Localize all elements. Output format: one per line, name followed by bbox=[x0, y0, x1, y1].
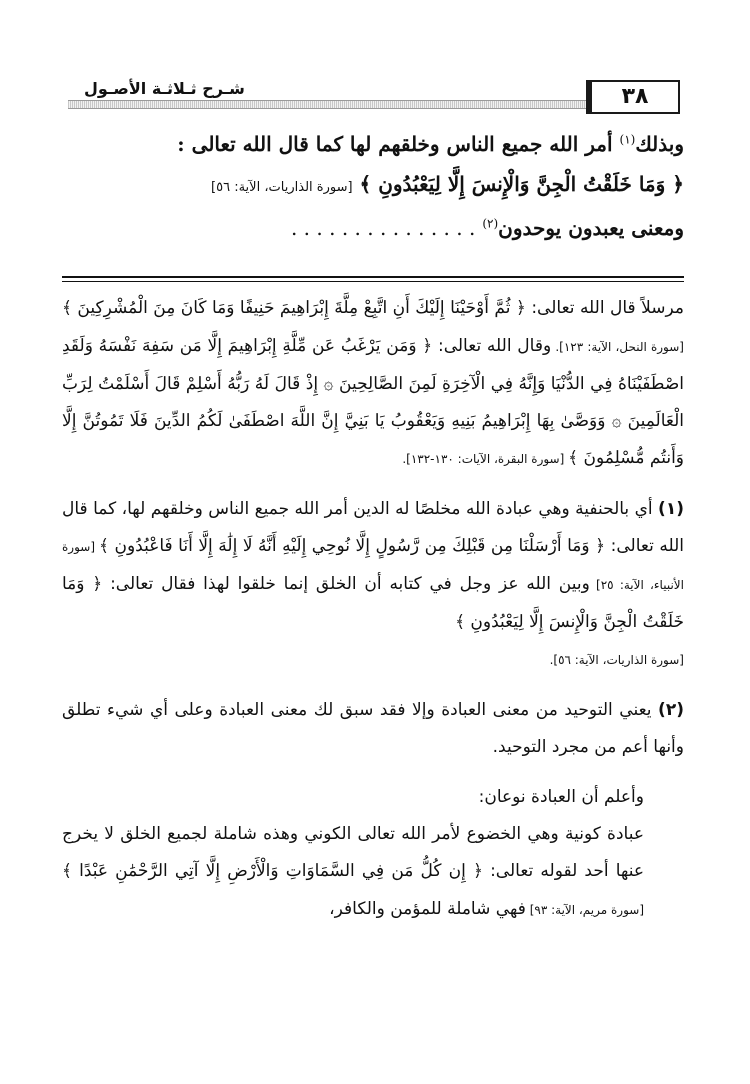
main-line-2 bbox=[62, 164, 684, 208]
main-line-1 bbox=[62, 124, 684, 164]
note-text: وبين الله عز وجل في كتابه أن الخلق إنما خلقوا لهذا فقال تعالى: bbox=[102, 574, 590, 594]
page-header bbox=[68, 78, 680, 112]
quran-verse: ﴿ وَمَا أَرْسَلْنَا مِن قَبْلِكَ مِن رَّسُولٍ إِلَّا نُوحِي إِلَيْهِ أَنَّهُ لَا إِلَٰهَ إِلَّا أَنَا فَاعْبُدُونِ ﴾ bbox=[98, 536, 606, 556]
note-paragraph bbox=[62, 816, 684, 929]
note-text: عبادة كونية وهي الخضوع لأمر الله تعالى الكوني وهذه شاملة لجميع الخلق لا يخرج عنها أحد لقوله تعالى: bbox=[62, 824, 644, 881]
footnote-number: (٢) bbox=[658, 700, 684, 720]
note-text: مرسلاً قال الله تعالى: bbox=[525, 298, 684, 318]
footnote-marker-2: (٢) bbox=[482, 216, 499, 231]
note-continued bbox=[62, 290, 684, 478]
book-title: شـرح ثـلاثـة الأصـول bbox=[74, 78, 255, 100]
verse-reference: [سورة الذاريات، الآية: ٥٦] bbox=[211, 180, 353, 195]
note-paragraph: وأعلم أن العبادة نوعان: bbox=[478, 787, 644, 807]
main-text-segment: ومعنى يعبدون يوحدون bbox=[498, 216, 684, 240]
note-text: فهي شاملة للمؤمن والكافر، bbox=[329, 899, 526, 919]
footnote-number: (١) bbox=[658, 499, 684, 519]
footnote-separator bbox=[62, 276, 684, 278]
note-text: وقال الله تعالى: bbox=[432, 336, 552, 356]
note-text: يعني التوحيد من معنى العبادة وإلا فقد سبق لك معنى العبادة وعلى أي شيء تطلق وأنها أعم من مجرد التوحيد. bbox=[62, 700, 684, 757]
quran-verse: ﴿ وَمَا خَلَقْتُ الْجِنَّ وَالْإِنسَ إِلَّا لِيَعْبُدُونِ ﴾ bbox=[359, 172, 684, 196]
footnote-2 bbox=[62, 692, 684, 766]
footnote-1 bbox=[62, 491, 684, 679]
main-text-segment: وبذلك bbox=[635, 132, 684, 156]
main-text bbox=[62, 124, 684, 248]
verse-reference: [سورة البقرة، الآيات: ١٣٠-١٣٢]. bbox=[402, 452, 569, 466]
footnotes bbox=[62, 290, 684, 929]
verse-reference: [سورة النحل، الآية: ١٢٣]. bbox=[551, 340, 684, 354]
dotted-leader: . . . . . . . . . . . . . . . bbox=[290, 216, 476, 240]
main-text-segment: أمر الله جميع الناس وخلقهم لها كما قال الله تعالى : bbox=[177, 132, 620, 156]
main-line-3 bbox=[62, 208, 684, 248]
quran-verse: ﴿ إِن كُلُّ مَن فِي السَّمَاوَاتِ وَالْأَرْضِ إِلَّا آتِي الرَّحْمَٰنِ عَبْدًا ﴾ bbox=[62, 861, 483, 881]
quran-verse: ﴿ ثُمَّ أَوْحَيْنَا إِلَيْكَ أَنِ اتَّبِعْ مِلَّةَ إِبْرَاهِيمَ حَنِيفًا وَمَا كَانَ مِنَ الْمُشْرِكِينَ ﴾ bbox=[62, 298, 526, 318]
page-number: ٣٨ bbox=[590, 80, 680, 114]
verse-reference: [سورة الذاريات، الآية: ٥٦]. bbox=[549, 653, 684, 667]
quran-verse: ﴿ وَمَن يَرْغَبُ عَن مِّلَّةِ إِبْرَاهِيمَ إِلَّا مَن سَفِهَ نَفْسَهُ وَلَقَدِ اصْطَفَيْنَاهُ فِي الدُّنْيَا وَإِنَّهُ فِي الْآخِرَةِ لَمِنَ الصَّالِحِينَ ۞ إِذْ قَالَ لَهُ رَبُّهُ أَسْلِمْ قَالَ أَسْلَمْتُ لِرَبِّ الْعَالَمِينَ ۞ وَوَصَّىٰ بِهَا إِبْرَاهِيمُ بَنِيهِ وَيَعْقُوبُ يَا بَنِيَّ إِنَّ اللَّهَ اصْطَفَىٰ لَكُمُ الدِّينَ فَلَا تَمُوتُنَّ إِلَّا وَأَنتُم مُّسْلِمُونَ ﴾ bbox=[62, 336, 684, 468]
note-text: أي بالحنفية وهي عبادة الله مخلصًا له الدين أمر الله جميع الناس وخلقهم لها، كما قال الله تعالى: bbox=[62, 499, 684, 556]
header-rule bbox=[68, 100, 680, 109]
verse-reference: [سورة مريم، الآية: ٩٣] bbox=[525, 903, 644, 917]
footnote-separator-thin bbox=[62, 281, 684, 282]
verse-reference: [سورة الأنبياء، الآية: ٢٥] bbox=[62, 540, 684, 592]
quran-verse: ﴿ وَمَا خَلَقْتُ الْجِنَّ وَالْإِنسَ إِلَّا لِيَعْبُدُونِ ﴾ bbox=[62, 574, 684, 632]
footnote-marker-1: (١) bbox=[619, 132, 636, 147]
